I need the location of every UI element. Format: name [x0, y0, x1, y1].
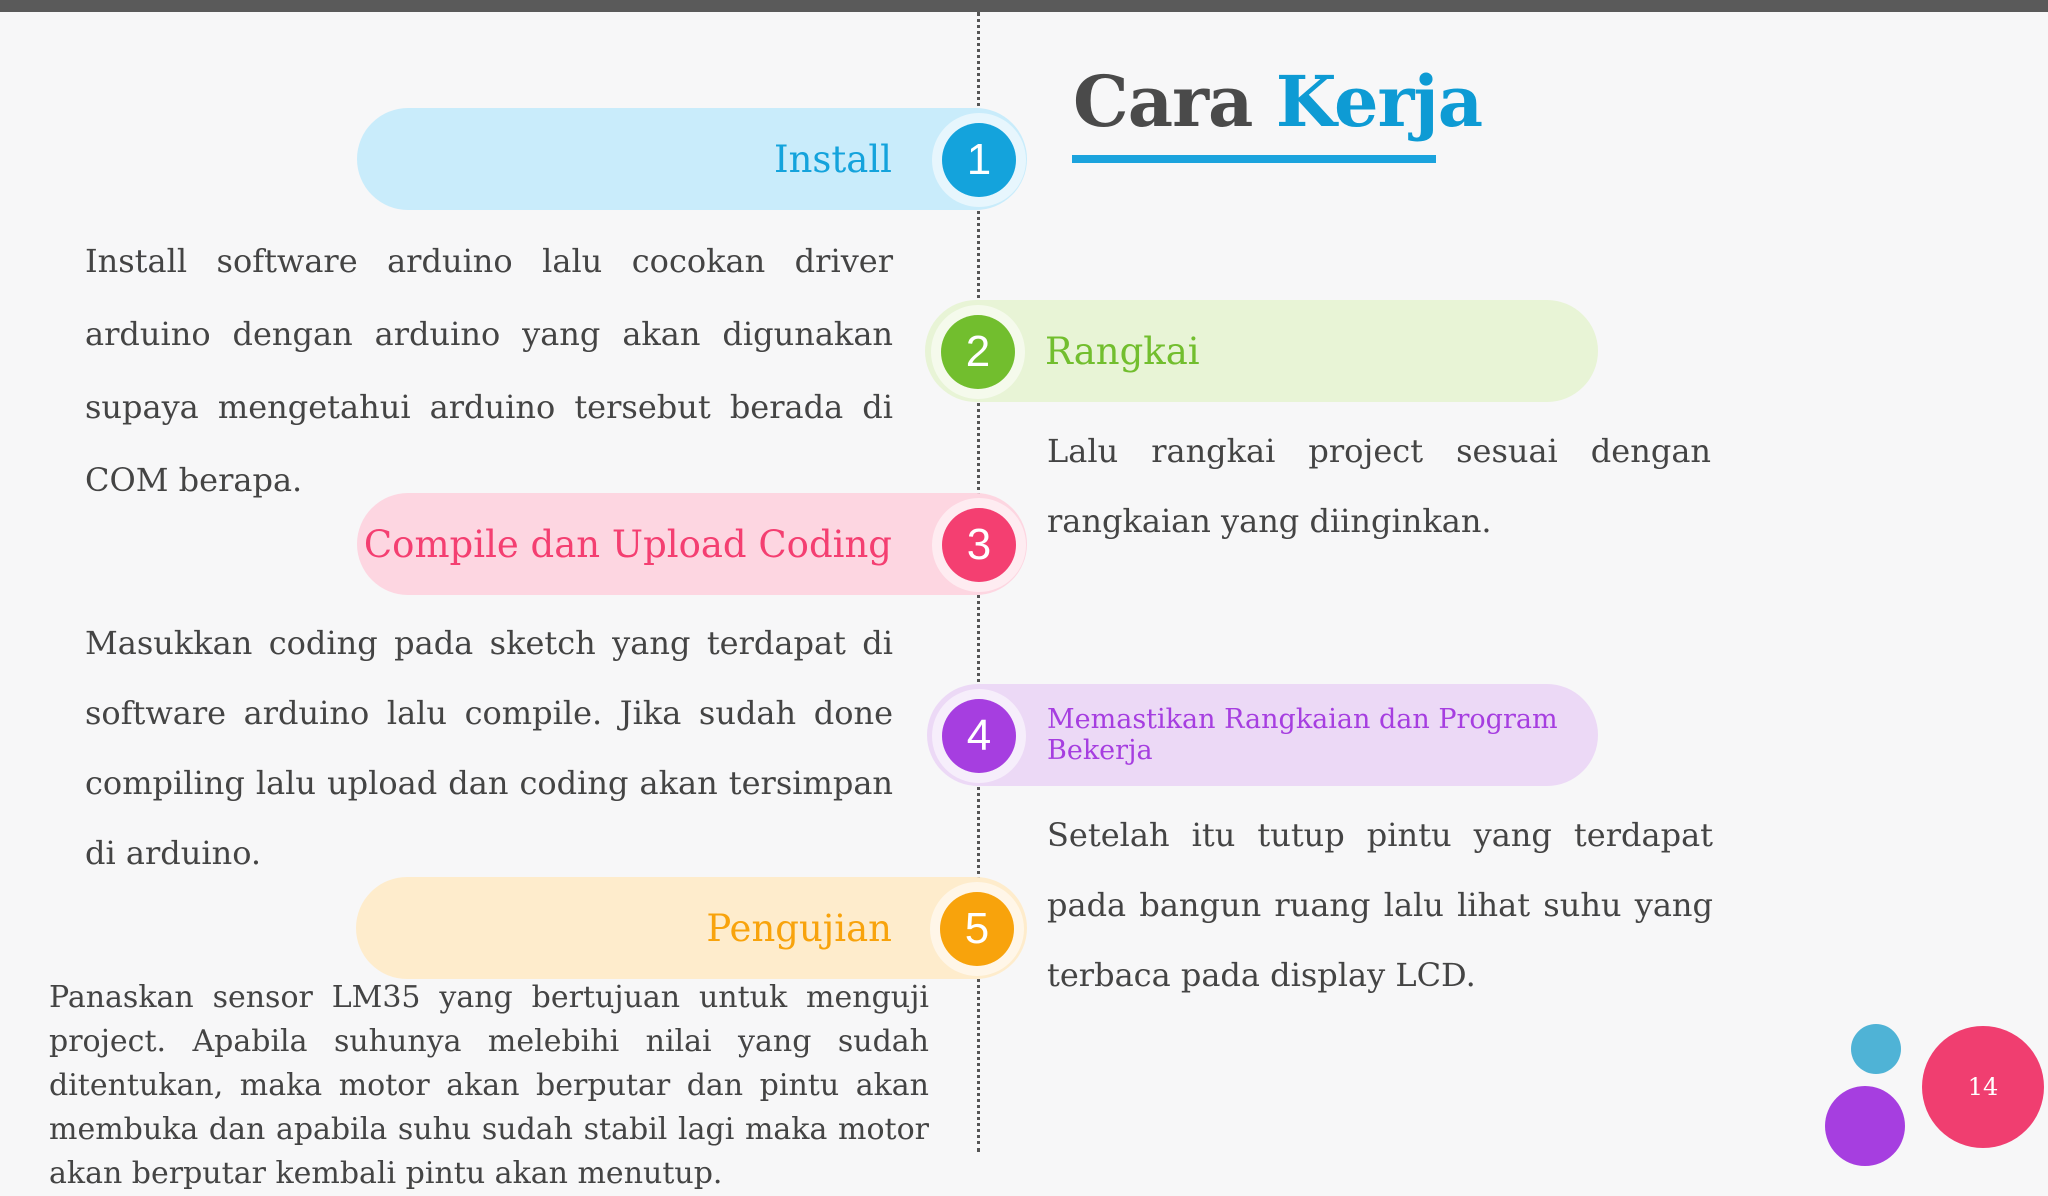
step-1-number: 1 [942, 123, 1016, 197]
step-4-pill [927, 684, 1598, 786]
step-2-pill [925, 300, 1598, 402]
page-number: 14 [1922, 1026, 2044, 1148]
step-4-label: Memastikan Rangkaian dan Program Bekerja [1047, 704, 1558, 766]
step-2-text: Lalu rangkai project sesuai dengan rangkaian yang diinginkan. [1047, 432, 1711, 540]
slide-title [1073, 60, 1482, 143]
step-3-pill [357, 493, 1027, 595]
title-word-2: Kerja [1275, 60, 1483, 143]
decor-circle-purple [1825, 1086, 1905, 1166]
step-3-number: 3 [942, 508, 1016, 582]
step-1-text: Install software arduino lalu cocokan driver arduino dengan arduino yang akan digunakan supaya mengetahui arduino tersebut berada di COM berapa. [85, 242, 893, 499]
decor-circle-blue [1851, 1024, 1901, 1074]
top-bar [0, 0, 2048, 12]
step-3-label: Compile dan Upload Coding [363, 522, 892, 566]
step-3-text: Masukkan coding pada sketch yang terdapat di software arduino lalu compile. Jika sudah done compiling lalu upload dan coding akan tersimpan di arduino. [85, 624, 893, 872]
step-5-number: 5 [940, 892, 1014, 966]
step-5-label: Pengujian [706, 906, 892, 950]
step-1-label: Install [773, 137, 892, 181]
title-word-1: Cara [1073, 60, 1253, 143]
step-4-text: Setelah itu tutup pintu yang terdapat pada bangun ruang lalu lihat suhu yang terbaca pada display LCD. [1047, 816, 1713, 994]
title-underline [1072, 155, 1436, 163]
step-5-text: Panaskan sensor LM35 yang bertujuan untuk menguji project. Apabila suhunya melebihi nilai yang sudah ditentukan, maka motor akan berputar dan pintu akan membuka dan apabila suhu sudah stabil lagi maka motor akan berputar kembali pintu akan menutup. [49, 980, 929, 1191]
step-1-pill [357, 108, 1027, 210]
step-2-label: Rangkai [1045, 329, 1200, 373]
step-5-pill [356, 877, 1027, 979]
step-2-number: 2 [941, 315, 1015, 389]
step-4-number: 4 [942, 699, 1016, 773]
